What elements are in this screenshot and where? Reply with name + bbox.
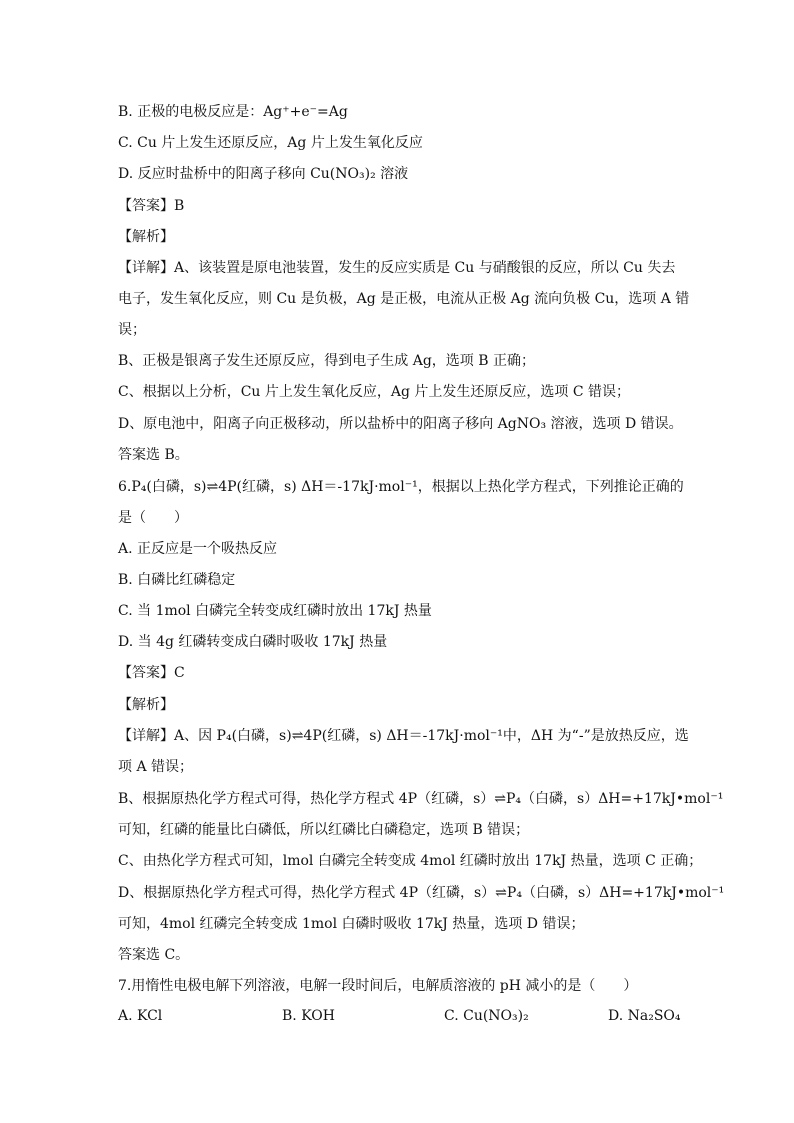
answer-label: 【答案】B (118, 198, 185, 214)
explanation-line: C、根据以上分析，Cu 片上发生氧化反应，Ag 片上发生还原反应，选项 C 错误； (118, 384, 631, 400)
option-b-line: B. 正极的电极反应是：Ag⁺+e⁻=Ag (118, 104, 348, 120)
question-6-option-d: D. 当 4g 红磷转变成白磷时吸收 17kJ 热量 (118, 634, 388, 650)
question-6-stem: 6.P₄(白磷，s)⇌4P(红磷，s) ΔH＝-17kJ·mol⁻¹，根据以上热化学方程式，下列推论正确的 (118, 479, 684, 495)
analysis-heading: 【解析】 (118, 229, 174, 245)
explanation-line: 可知，红磷的能量比白磷低，所以红磷比白磷稳定，选项 B 错误； (118, 822, 530, 838)
analysis-heading: 【解析】 (118, 697, 174, 713)
explanation-line: D、原电池中，阳离子向正极移动，所以盐桥中的阳离子移向 AgNO₃ 溶液，选项 D 错误。 (118, 416, 683, 432)
question-7-option-b: B. KOH (282, 1008, 335, 1024)
explanation-line: 误； (118, 322, 146, 338)
explanation-line: C、由热化学方程式可知，lmol 白磷完全转变成 4mol 红磷时放出 17kJ 热量，选项 C 正确； (118, 853, 703, 869)
question-6-option-c: C. 当 1mol 白磷完全转变成红磷时放出 17kJ 热量 (118, 603, 432, 619)
option-d-line: D. 反应时盐桥中的阳离子移向 Cu(NO₃)₂ 溶液 (118, 166, 409, 182)
question-6-option-b: B. 白磷比红磷稳定 (118, 572, 236, 588)
option-c-line: C. Cu 片上发生还原反应，Ag 片上发生氧化反应 (118, 135, 423, 151)
question-6-option-a: A. 正反应是一个吸热反应 (118, 541, 278, 557)
explanation-line: B、根据原热化学方程式可得，热化学方程式 4P（红磷，s）⇌P₄（白磷，s）ΔH=+17kJ•mol⁻¹ (118, 791, 724, 807)
question-7-option-c: C. Cu(NO₃)₂ (444, 1008, 529, 1024)
answer-label: 【答案】C (118, 665, 185, 681)
question-7-stem: 7.用惰性电极电解下列溶液，电解一段时间后，电解质溶液的 pH 减小的是（ ） (118, 978, 638, 994)
question-7-option-d: D. Na₂SO₄ (608, 1008, 681, 1024)
explanation-line: 电子，发生氧化反应，则 Cu 是负极，Ag 是正极，电流从正极 Ag 流向负极 Cu，选项 A 错 (118, 291, 690, 307)
answer-summary: 答案选 C。 (118, 947, 190, 963)
explanation-line: 项 A 错误； (118, 759, 194, 775)
explanation-line: 【详解】A、该装置是原电池装置，发生的反应实质是 Cu 与硝酸银的反应，所以 Cu 失去 (118, 260, 676, 276)
answer-summary: 答案选 B。 (118, 447, 189, 463)
question-7-option-a: A. KCl (118, 1008, 163, 1024)
question-6-stem: 是（ ） (118, 510, 188, 526)
explanation-line: D、根据原热化学方程式可得，热化学方程式 4P（红磷，s）⇌P₄（白磷，s）ΔH=+17kJ•mol⁻¹ (118, 885, 725, 901)
explanation-line: B、正极是银离子发生还原反应，得到电子生成 Ag，选项 B 正确； (118, 353, 535, 369)
explanation-line: 可知，4mol 红磷完全转变成 1mol 白磷时吸收 17kJ 热量，选项 D 错误； (118, 916, 585, 932)
explanation-line: 【详解】A、因 P₄(白磷，s)⇌4P(红磷，s) ΔH＝-17kJ·mol⁻¹中，ΔH 为“-”是放热反应，选 (118, 728, 689, 744)
